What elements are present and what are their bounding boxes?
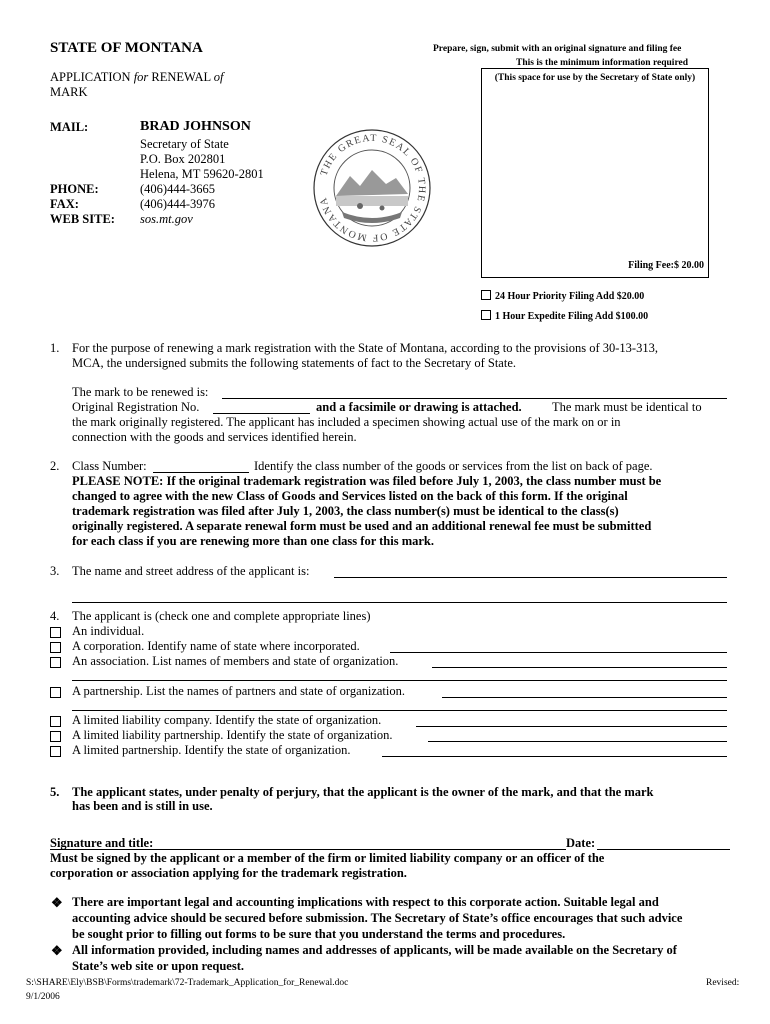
note-line4: originally registered. A separate renewal form must be used and an additional renewal fee must be submitted	[72, 519, 652, 533]
identical-statement: The mark must be identical to	[552, 400, 702, 414]
association-line2[interactable]	[72, 680, 727, 681]
llc-line[interactable]	[416, 726, 727, 727]
fax-label: FAX:	[50, 197, 79, 211]
item2-number: 2.	[50, 459, 60, 473]
class-number-line[interactable]	[153, 472, 249, 473]
association-checkbox[interactable]	[50, 657, 61, 668]
applicant-type-intro: The applicant is (check one and complete appropriate lines)	[72, 609, 371, 623]
mail-label: MAIL:	[50, 120, 89, 134]
expedite-1-checkbox[interactable]	[481, 310, 491, 320]
date-label: Date:	[566, 836, 596, 850]
legal-notice-line2: accounting advice should be secured before submission. The Secretary of State’s office encourages that such advice	[72, 911, 683, 925]
phone-value: (406)444-3665	[140, 182, 215, 196]
mark-input-line[interactable]	[222, 398, 727, 399]
corporation-label: A corporation. Identify name of state where incorporated.	[72, 639, 360, 653]
corporation-checkbox[interactable]	[50, 642, 61, 653]
lp-checkbox[interactable]	[50, 746, 61, 757]
item1-text-line1: For the purpose of renewing a mark registration with the State of Montana, according to the provisions of 30-13-313,	[72, 341, 658, 355]
signature-line[interactable]	[50, 849, 730, 850]
po-box: P.O. Box 202801	[140, 152, 226, 166]
state-title: STATE OF MONTANA	[50, 40, 203, 56]
application-title-mark: MARK	[50, 85, 88, 99]
diamond-bullet-icon: ❖	[51, 895, 63, 910]
state-seal-image	[312, 128, 432, 248]
phone-label: PHONE:	[50, 182, 99, 196]
partnership-line1[interactable]	[442, 697, 727, 698]
signature-requirement-line2: corporation or association applying for the trademark registration.	[50, 866, 407, 880]
original-registration-label: Original Registration No.	[72, 400, 200, 414]
application-title: APPLICATION for RENEWAL of	[50, 70, 224, 84]
applicant-address-label: The name and street address of the applicant is:	[72, 564, 310, 578]
city-state-zip: Helena, MT 59620-2801	[140, 167, 264, 181]
partnership-label: A partnership. List the names of partners and state of organization.	[72, 684, 406, 698]
llp-line[interactable]	[428, 741, 727, 742]
signature-requirement-line1: Must be signed by the applicant or a member of the firm or limited liability company or an officer of the	[50, 851, 605, 865]
secretary-name: BRAD JOHNSON	[140, 119, 251, 134]
file-path: S:\SHARE\Ely\BSB\Forms\trademark\72-Trademark_Application_for_Renewal.doc	[26, 978, 349, 988]
individual-label: An individual.	[72, 624, 145, 638]
llc-label: A limited liability company. Identify the state of organization.	[72, 713, 382, 727]
lp-label: A limited partnership. Identify the state of organization.	[72, 743, 351, 757]
partnership-checkbox[interactable]	[50, 687, 61, 698]
item5-number: 5.	[50, 785, 60, 799]
expedite-1-option[interactable]: 1 Hour Expedite Filing Add $100.00	[481, 310, 648, 322]
corporation-line[interactable]	[390, 652, 727, 653]
llp-label: A limited liability partnership. Identify the state of organization.	[72, 728, 393, 742]
facsimile-statement: and a facsimile or drawing is attached.	[316, 400, 522, 414]
priority-24-option[interactable]: 24 Hour Priority Filing Add $20.00	[481, 290, 644, 302]
diamond-bullet-icon: ❖	[51, 943, 63, 958]
registration-number-line[interactable]	[213, 413, 310, 414]
public-info-notice-line2: State’s web site or upon request.	[72, 959, 244, 973]
item1-number: 1.	[50, 341, 60, 355]
note-line2: changed to agree with the new Class of Goods and Services listed on the back of this form. If the original	[72, 489, 628, 503]
sos-use-box	[481, 68, 709, 278]
note-line3: trademark registration was filed after July 1, 2003, the class number(s) must be identical to the class(s)	[72, 504, 619, 518]
legal-notice-line1: There are important legal and accounting implications with respect to this corporate action. Suitable legal and	[72, 895, 659, 909]
website-label: WEB SITE:	[50, 212, 115, 226]
partnership-line2[interactable]	[72, 710, 727, 711]
mark-label: The mark to be renewed is:	[72, 385, 209, 399]
association-line1[interactable]	[432, 667, 727, 668]
item1-text-line2: MCA, the undersigned submits the following statements of fact to the Secretary of State.	[72, 356, 517, 370]
association-label: An association. List names of members and state of organization.	[72, 654, 399, 668]
lp-line[interactable]	[382, 756, 727, 757]
revised-label: Revised:	[706, 978, 740, 988]
item1-text-line4: the mark originally registered. The applicant has included a specimen showing actual use of the mark on or in	[72, 415, 621, 429]
applicant-address-line1[interactable]	[334, 577, 727, 578]
item3-number: 3.	[50, 564, 60, 578]
item1-text-line5: connection with the goods and services identified herein.	[72, 430, 357, 444]
form-date: 9/1/2006	[26, 992, 60, 1002]
note-line5: for each class if you are renewing more than one class for this mark.	[72, 534, 435, 548]
instructions-line1: Prepare, sign, submit with an original signature and filing fee	[433, 44, 682, 54]
fax-value: (406)444-3976	[140, 197, 215, 211]
instructions-line2: This is the minimum information required	[516, 58, 688, 68]
perjury-statement-line2: has been and is still in use.	[72, 799, 213, 813]
note-line1: PLEASE NOTE: If the original trademark registration was filed before July 1, 2003, the class number must be	[72, 474, 662, 488]
llc-checkbox[interactable]	[50, 716, 61, 727]
llp-checkbox[interactable]	[50, 731, 61, 742]
svg-text:THE GREAT SEAL OF THE STATE OF: THE GREAT SEAL OF THE STATE OF MONTANA	[317, 132, 428, 244]
filing-fee: Filing Fee:$ 20.00	[628, 260, 704, 271]
perjury-statement-line1: The applicant states, under penalty of perjury, that the applicant is the owner of the mark, and that the mark	[72, 785, 654, 799]
applicant-address-line2[interactable]	[72, 602, 727, 603]
priority-24-checkbox[interactable]	[481, 290, 491, 300]
legal-notice-line3: be sought prior to filling out forms to be sure that you understand the terms and procedures.	[72, 927, 566, 941]
signature-label: Signature and title:	[50, 836, 154, 850]
secretary-title: Secretary of State	[140, 137, 229, 151]
individual-checkbox[interactable]	[50, 627, 61, 638]
class-number-instructions: Identify the class number of the goods or services from the list on back of page.	[254, 459, 653, 473]
website-value: sos.mt.gov	[140, 212, 193, 226]
class-number-label: Class Number:	[72, 459, 147, 473]
item4-number: 4.	[50, 609, 60, 623]
sos-use-box-label: (This space for use by the Secretary of State only)	[494, 73, 696, 83]
public-info-notice-line1: All information provided, including names and addresses of applicants, will be made available on the Secretary of	[72, 943, 677, 957]
